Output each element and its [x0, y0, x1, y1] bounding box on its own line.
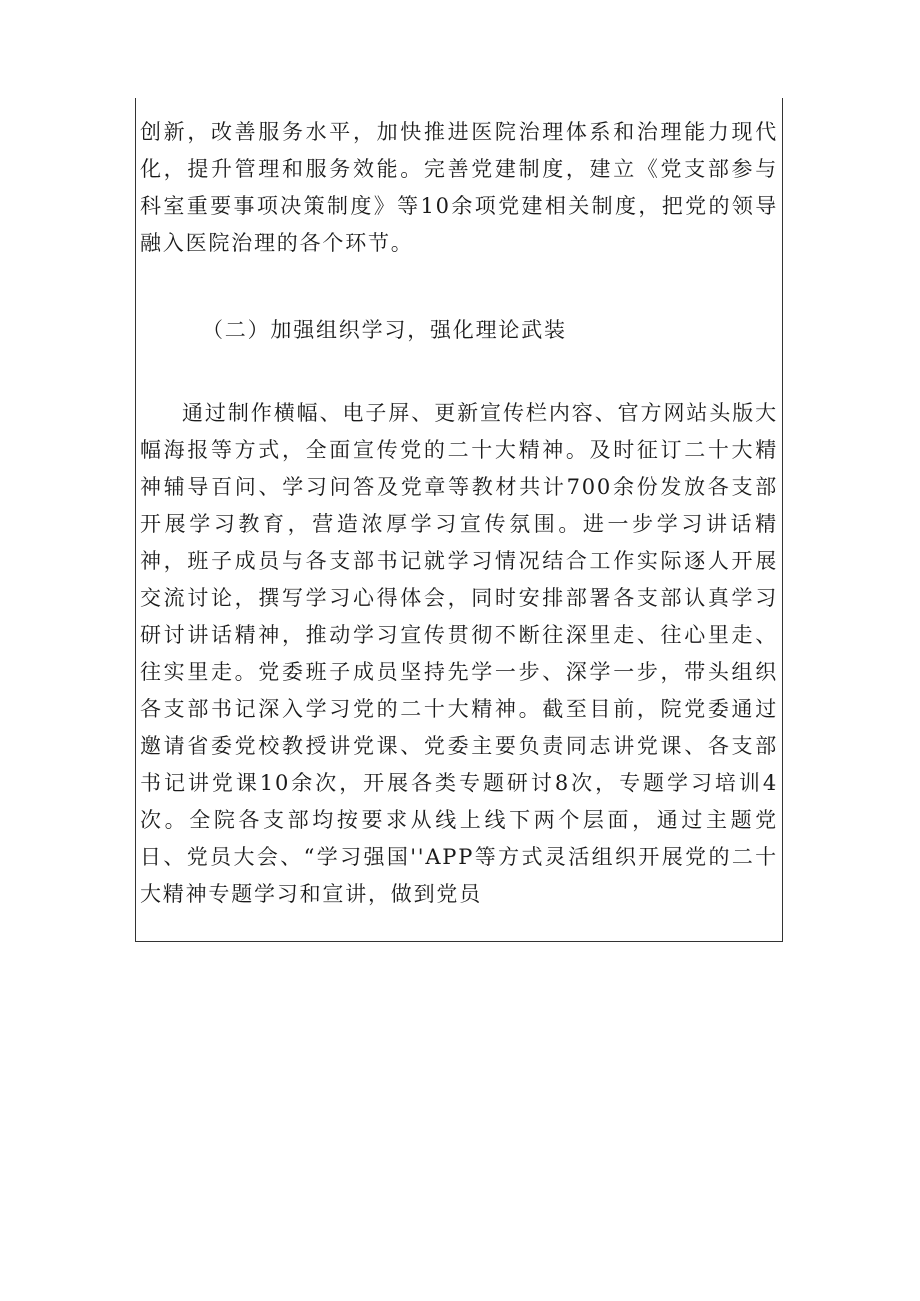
paragraph-intro-continuation: 创新，改善服务水平，加快推进医院治理体系和治理能力现代化，提升管理和服务效能。完善党建制度，建立《党支部参与科室重要事项决策制度》等10余项党建相关制度，把党的领导融入医院治理的各个环节。 [140, 120, 778, 255]
document-content [140, 114, 778, 913]
section-heading: （二）加强组织学习，强化理论武装 [202, 318, 567, 342]
paragraph-section-body: 通过制作横幅、电子屏、更新宣传栏内容、官方网站头版大幅海报等方式，全面宣传党的二十大精神。及时征订二十大精神辅导百问、学习问答及党章等教材共计700余份发放各支部开展学习教育，营造浓厚学习宣传氛围。进一步学习讲话精神，班子成员与各支部书记就学习情况结合工作实际逐人开展交流讨论，撰写学习心得体会，同时安排部署各支部认真学习研讨讲话精神，推动学习宣传贯彻不断往深里走、往心里走、往实里走。党委班子成员坚持先学一步、深学一步，带头组织各支部书记深入学习党的二十大精神。截至目前，院党委通过邀请省委党校教授讲党课、党委主要负责同志讲党课、各支部书记讲党课10余次，开展各类专题研讨8次，专题学习培训4次。全院各支部均按要求从线上线下两个层面，通过主题党日、党员大会、“学习强国''APP等方式灵活组织开展党的二十大精神专题学习和宣讲，做到党员 [140, 401, 778, 906]
document-table-cell [135, 98, 783, 942]
